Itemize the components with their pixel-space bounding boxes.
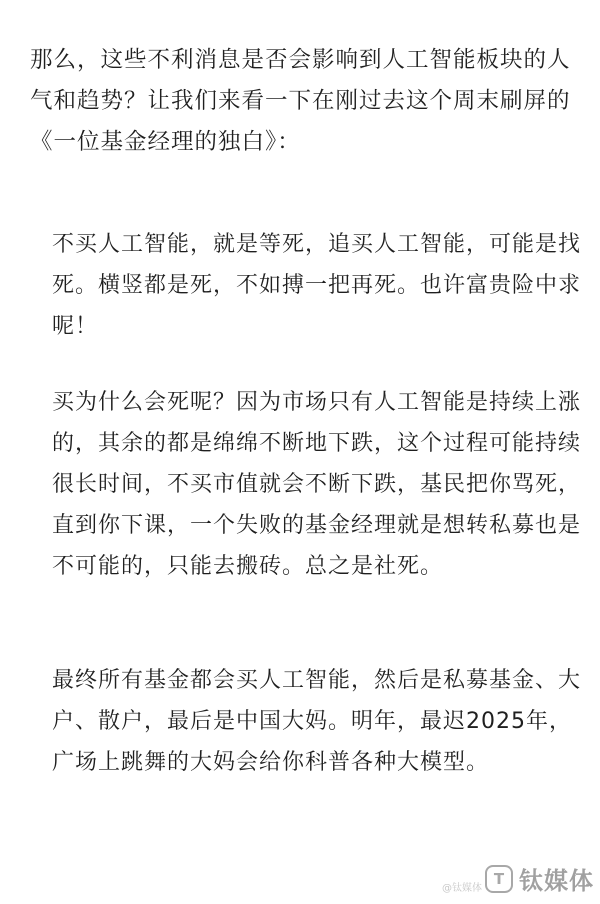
watermark [485,861,594,896]
tmt-logo-icon: T [485,865,513,893]
quote-paragraph-2: 买为什么会死呢？因为市场只有人工智能是持续上涨的，其余的都是绵绵不断地下跌，这个过程可能持续很长时间，不买市值就会不断下跌，基民把你骂死，直到你下课，一个失败的基金经理就是想转私募也是不可能的，只能去搬砖。总之是社死。 [52,390,582,579]
intro-paragraph: 那么，这些不利消息是否会影响到人工智能板块的人气和趋势？让我们来看一下在刚过去这个周末刷屏的《一位基金经理的独白》： [30,47,571,155]
quote-paragraph-1: 不买人工智能，就是等死，追买人工智能，可能是找死。横竖都是死，不如搏一把再死。也许富贵险中求呢！ [52,232,582,339]
watermark-handle: @钛媒体 [442,883,482,894]
quote-paragraph-3: 最终所有基金都会买人工智能，然后是私募基金、大户、散户，最后是中国大妈。明年，最迟2025年，广场上跳舞的大妈会给你科普各种大模型。 [52,668,582,775]
watermark-brand: 钛媒体 [519,867,594,895]
